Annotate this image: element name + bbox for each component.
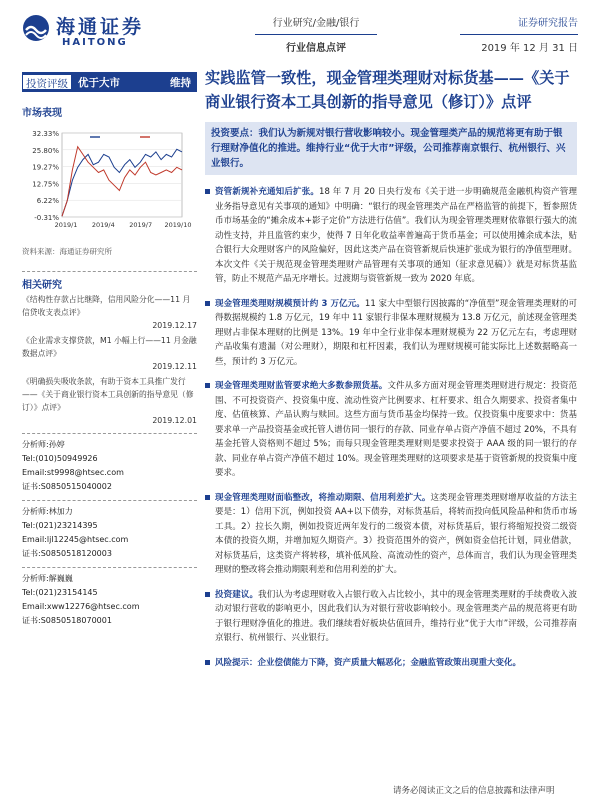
related-research-date: 2019.12.11 [152,362,197,371]
analyst-card [22,433,197,494]
paragraph-text: 这类现金管理类理财增厚收益的方法主要是：1）信用下沉，例如投资 AA+以下债券，对标货基后，将转而投向低风险品种和货币市场工具。2）拉长久期，例如投资近两年发行的二级资本债，对标货基后，银行将缩短投资二级资本债的投资久期，并增加短久期资产。3）投资范围外的资产，例如资金信托计划，同业借款，对标货基后，这类资产将转移，填补低风险、高流动性的资产，总体而言，我们认为现金管理类理财的整改将会推动期限利差和信用利差的扩大。 [215,492,577,575]
rating-value: 优于大市 [78,76,120,89]
chart-source: 资料来源：海通证券研究所 [22,247,112,256]
market-performance-chart [22,125,192,240]
x-tick-label: 2019/4 [91,221,115,229]
rating-maintain: 维持 [170,76,191,89]
analyst-tel: Tel:(021)23154145 [22,588,98,597]
logo-english-name: HAITONG [62,37,128,48]
risk-text: 风险提示：企业偿债能力下降，资产质量大幅恶化；金融监管政策出现重大变化。 [215,657,522,668]
main-content [205,66,577,670]
report-date: 2019 年 12 月 31 日 [481,43,578,54]
body-paragraphs [205,185,577,646]
header-date-block [460,14,578,54]
body-paragraph [205,185,577,287]
analyst-card [22,567,197,628]
haitong-logo-icon [22,14,50,42]
report-title: 实践监管一致性，现金管理类理财对标货基——《关于商业银行资本工具创新的指导意见（修订）》点评 [205,69,570,111]
related-research-text: 《明确损失吸收条款，有助于资本工具推广发行——《关于商业银行资本工具创新的指导意见（修订）》点评》 [22,377,194,412]
related-research-item[interactable] [22,334,197,373]
paragraph-text: 18 年 7 月 20 日央行发布《关于进一步明确规范金融机构资产管理业务指导意见有关事项的通知》中明确：“银行的现金管理类产品在严格监管的前提下，暂参照货币市场基金的“摊余成本+影子定价”方法进行估值”。我们认为现金管理类理财依靠银行强大的流动性支持，并且监管约束少，使得 7 日年化收益率普遍高于货币基金；可以使用摊余成本法，贴合银行大众理财客户的风险偏好，因此这类产品在资管新规后快速扩张成为银行的净值型理财。本次文件《关于规范现金管理类理财产品管理有关事项的通知（征求意见稿）》就是对标货基监管，防止不规范产品无序增长。过渡期与资管新规一致为 2020 年底。 [215,187,577,284]
x-tick-label: 2019/1 [54,221,78,229]
report-label: 证券研究报告 [460,14,578,35]
analyst-tel: Tel:(010)50949926 [22,454,98,463]
bullet-square-icon [205,383,210,388]
analyst-email[interactable]: Email:xww12276@htsec.com [22,602,140,611]
paragraph-lead: 现金管理类理财面临整改，将推动期限、信用利差扩大。 [215,492,431,503]
analyst-cert: 证书:S0850515040002 [22,482,112,491]
market-performance-title: 市场表现 [22,108,62,119]
paragraph-text: 我们认为考虑理财收入占银行收入占比较小，其中的现金管理类理财的手续费收入波动对银行营收的影响更小，因此我们认为对银行营收影响较小。现金管理类产品的规范将更有助于银行理财净值化的推进。我们继续看好板块估值回升，维持行业“优于大市”评级，公司推荐南京银行、杭州银行、兴业银行。 [215,589,577,643]
analyst-cert: 证书:S0850518070001 [22,616,112,625]
bullet-square-icon [205,660,210,665]
paragraph-text: 文件从多方面对现金管理类理财进行规定：投资范围、不可投资资产、投资集中度、流动性资产比例要求、杠杆要求、组合久期要求、投资者集中度、估值核算、产品认购与赎回。这些方面与货币基金均保持一致。仅投资集中度要求中：货基要求单一产品投资基金或托管人谱仿同一银行的存款、同业存单占资产净值不超过 20%，不具有基金托管人资格则不超过 5%；而每只现金管理类理财则是要求投资于 AAA 级的同一银行的存款、同业存单占资产净值不超过 10%。现金管理类理财的这项要求是基于资管新规的投资集中度要求。 [215,381,577,478]
y-tick-label: 6.22% [36,197,59,206]
report-category: 行业研究/金融/银行 [255,14,377,35]
body-paragraph [205,491,577,578]
performance-line-chart [22,125,192,240]
bullet-square-icon [205,301,210,306]
related-research-list [22,293,197,427]
investment-rating [22,72,197,92]
related-research-item[interactable] [22,375,197,427]
investment-summary: 投资要点：我们认为新规对银行营收影响较小。现金管理类产品的规范将更有助于银行理财净值化的推进。维持行业“优于大市”评级，公司推荐南京银行、杭州银行、兴业银行。 [205,122,577,175]
analyst-name: 分析师:林加力 [22,507,73,516]
bullet-square-icon [205,495,210,500]
analyst-list [22,433,197,628]
body-paragraph [205,588,577,646]
analyst-tel: Tel:(021)23214395 [22,521,98,530]
analyst-email[interactable]: Email:st9998@htsec.com [22,468,124,477]
y-tick-label: 12.75% [32,180,59,189]
related-research-date: 2019.12.01 [152,416,197,425]
x-tick-label: 2019/7 [129,221,153,229]
related-research-text: 《企业需求支撑贷款，M1 小幅上行——11 月金融数据点评》 [22,336,197,358]
analyst-cert: 证书:S0850518120003 [22,549,112,558]
analyst-card [22,500,197,561]
bullet-square-icon [205,189,210,194]
bullet-square-icon [205,592,210,597]
y-tick-label: 19.27% [32,163,59,172]
footer-disclaimer: 请务必阅读正文之后的信息披露和法律声明 [393,786,555,796]
report-header [0,0,600,60]
y-tick-label: 25.80% [32,146,59,155]
paragraph-lead: 现金管理类理财监管要求绝大多数参照货基。 [215,381,388,391]
plot-area [62,133,182,217]
body-paragraph [205,379,577,481]
related-research-text: 《结构性存款占比继降，信用风险分化——11 月信贷收支表点评》 [22,295,191,317]
logo [22,12,162,52]
rating-label: 投资评级 [22,74,72,90]
related-research-title: 相关研究 [22,271,197,291]
x-tick-label: 2019/10 [164,221,192,229]
paragraph-lead: 资管新规补充通知后扩张。 [215,187,320,197]
logo-chinese-name: 海通证券 [56,16,145,38]
analyst-name: 分析师:孙婷 [22,440,65,449]
risk-warning [205,656,577,671]
body-paragraph [205,297,577,370]
sidebar [22,72,197,628]
paragraph-lead: 投资建议。 [215,589,259,600]
report-type: 行业信息点评 [286,43,346,54]
y-tick-label: 32.33% [32,130,59,138]
paragraph-text: 11 家大中型银行因披露的“净值型”现金管理类理财的可得数据规模约 1.8 万亿元，19 年中 11 家银行非保本理财规模为 13.8 万亿元，前述现金管理类理财占非保本理财的比例是 13%。19 年中全行业非保本理财规模为 22 万亿元左右，考虑理财产品收集有遗漏（对公理财），期限和杠杆因素，我们认为理财规模可能实际比上述数据略高一些，预计约 3 万亿元。 [215,298,577,367]
related-research-item[interactable] [22,293,197,332]
y-tick-label: -0.31% [34,214,59,222]
analyst-name: 分析师:解巍巍 [22,574,73,583]
paragraph-lead: 现金管理类理财规模预计约 3 万亿元。 [215,298,365,309]
related-research-date: 2019.12.17 [152,321,197,330]
analyst-email[interactable]: Email:ljl12245@htsec.com [22,535,129,544]
header-category-block [255,14,377,54]
